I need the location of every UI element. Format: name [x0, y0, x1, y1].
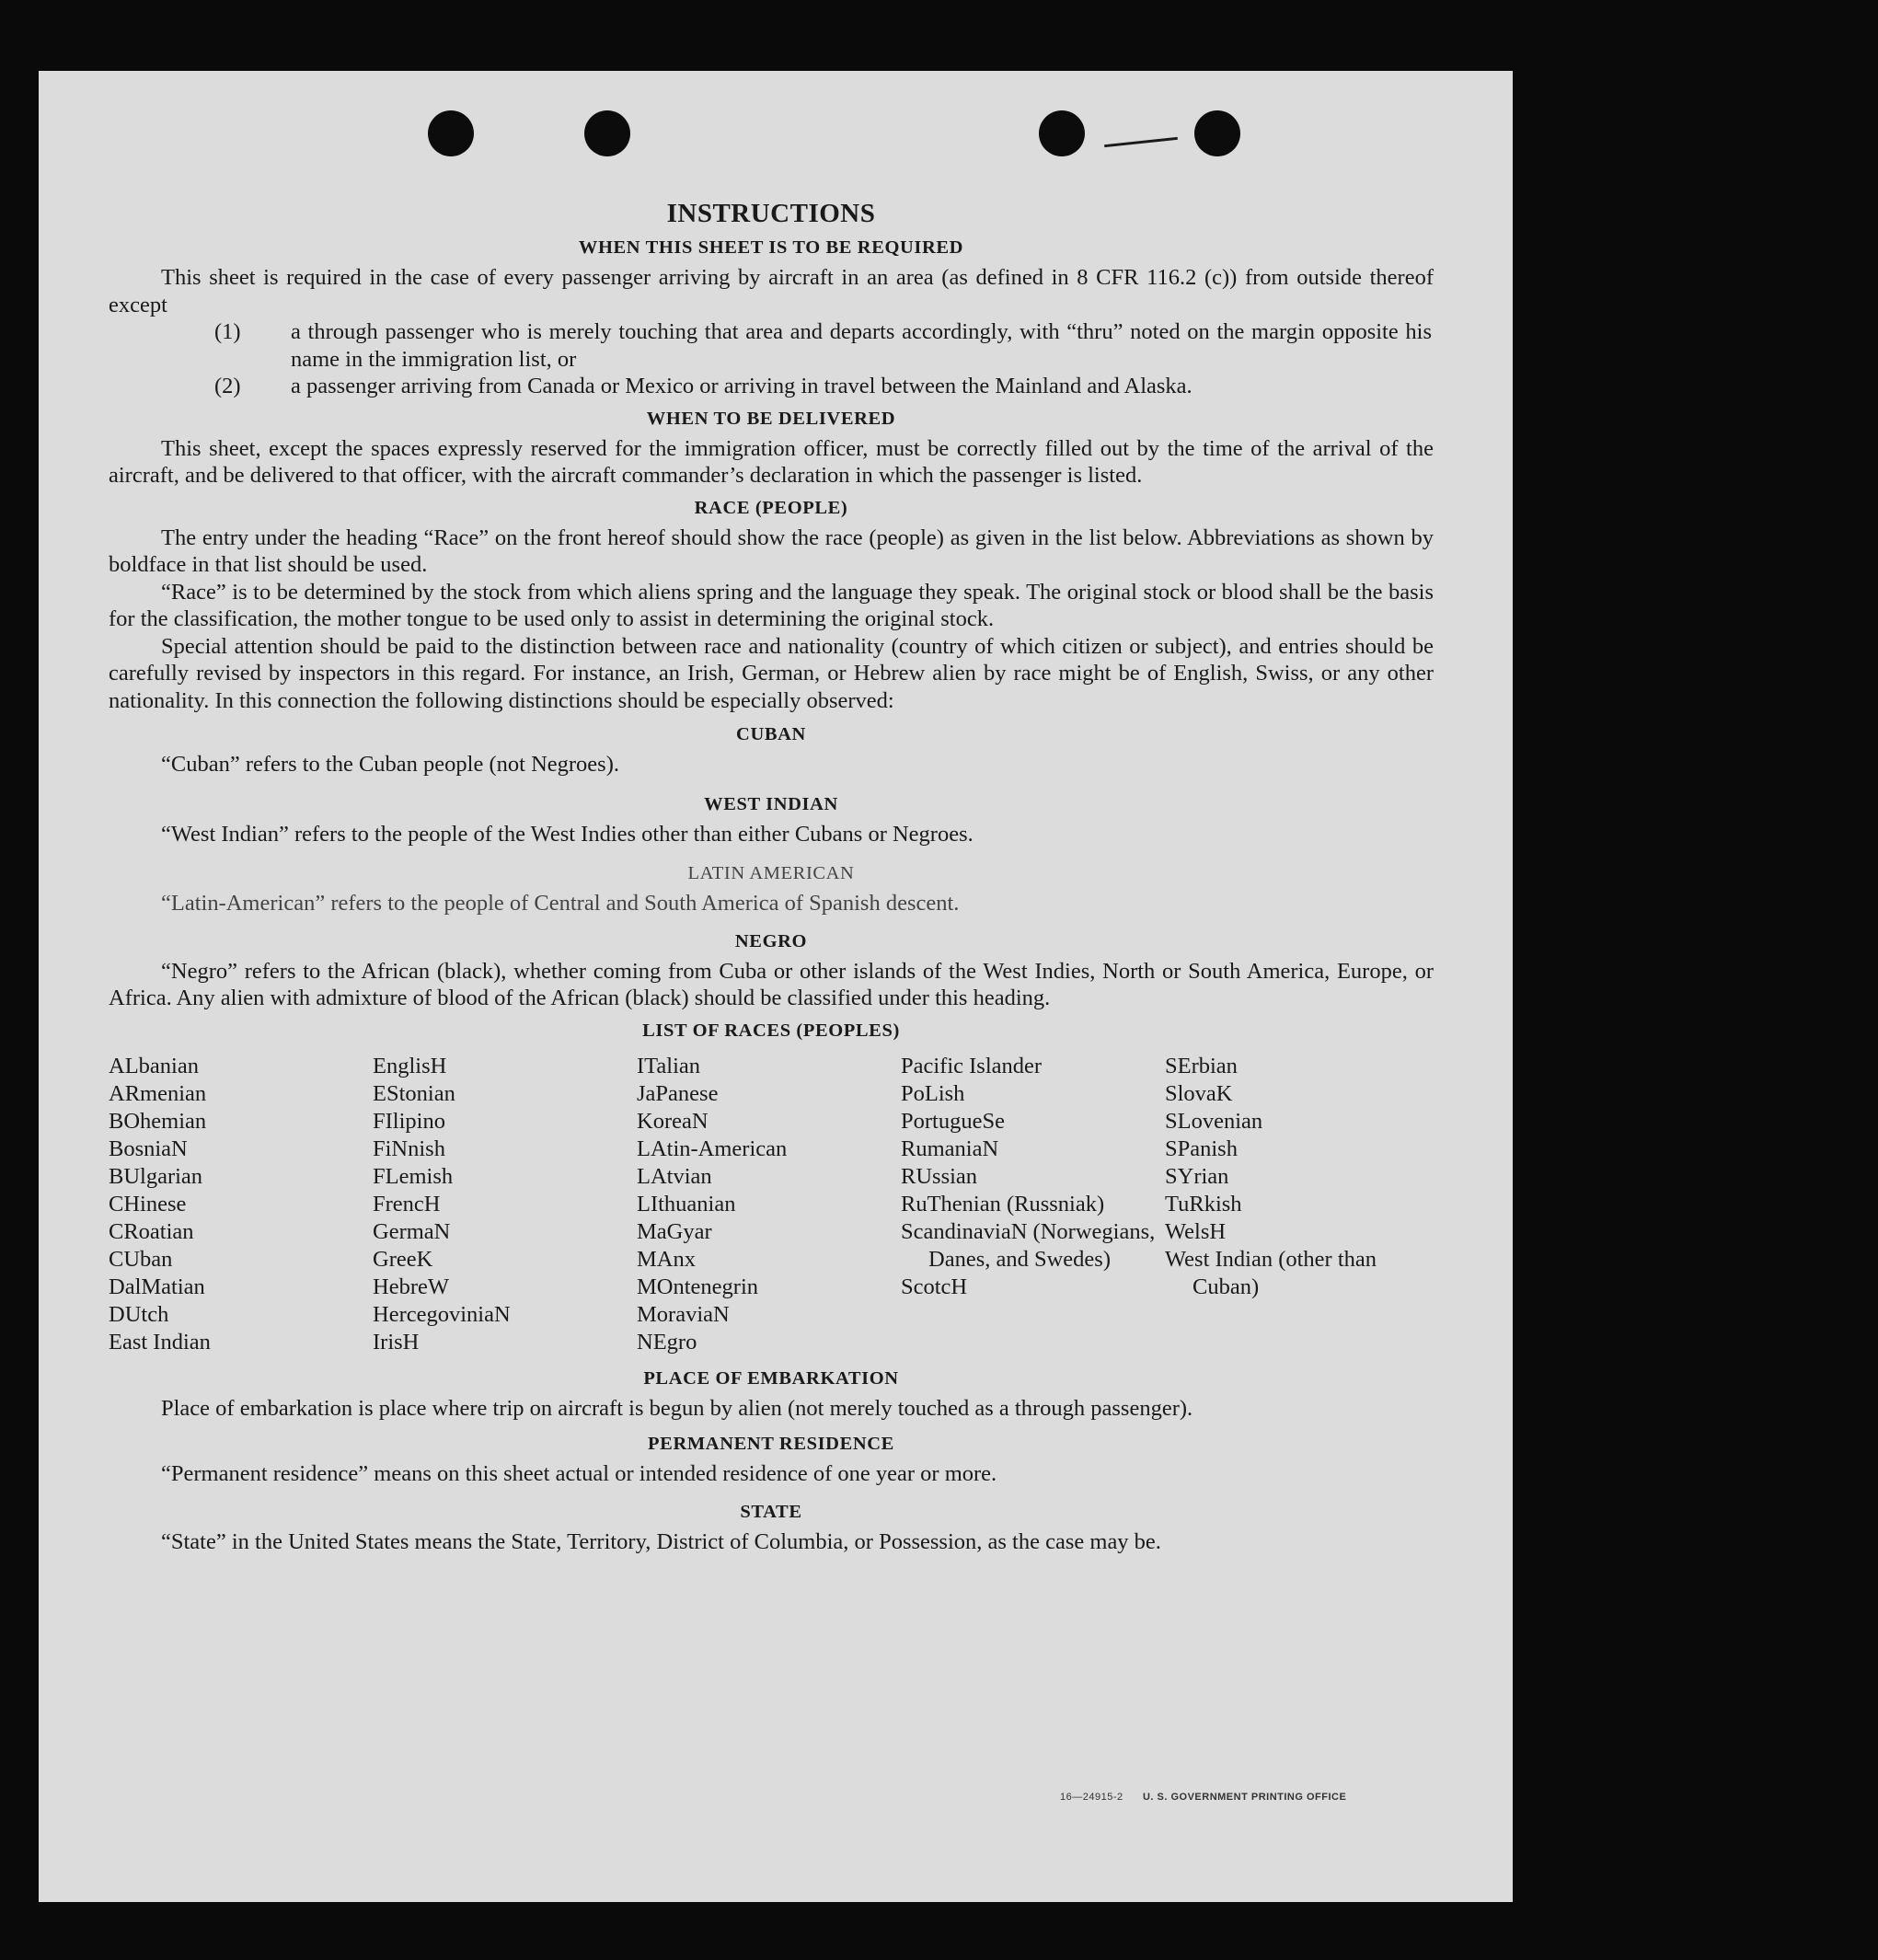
race-list-item: MOntenegrin [637, 1274, 758, 1299]
race-list-item: MaGyar [637, 1218, 712, 1244]
race-list-column [373, 1053, 637, 1356]
race-paragraph: The entry under the heading “Race” on the front hereof should show the race (people) as given in the list below. Abbreviations as shown by boldface in that list should be used. [109, 525, 1434, 577]
section-heading-west-indian: WEST INDIAN [704, 793, 838, 814]
race-list-item: FLemish [373, 1163, 454, 1189]
race-list-item: WelsH [1165, 1218, 1227, 1244]
race-list-item: PoLish [901, 1080, 965, 1106]
race-list-item: RuThenian (Russniak) [901, 1191, 1105, 1216]
punch-hole [1194, 110, 1240, 156]
race-list-item: HebreW [373, 1274, 449, 1299]
race-list-item: FIlipino [373, 1108, 445, 1134]
section-heading-list: LIST OF RACES (PEOPLES) [642, 1020, 900, 1041]
race-list-item: ITalian [637, 1053, 701, 1078]
race-list-item: SYrian [1165, 1163, 1229, 1189]
race-list-item: SlovaK [1165, 1080, 1233, 1106]
race-list-item: NEgro [637, 1329, 697, 1355]
race-list-item: HercegoviniaN [373, 1301, 511, 1327]
punch-hole [1039, 110, 1085, 156]
print-footer [1060, 1792, 1346, 1803]
race-list-item: EStonian [373, 1080, 455, 1106]
race-list-item: DalMatian [109, 1274, 205, 1299]
printer-credit: U. S. GOVERNMENT PRINTING OFFICE [1142, 1792, 1347, 1803]
race-list-item: RUssian [901, 1163, 978, 1189]
exception-text: a passenger arriving from Canada or Mexico or arriving in travel between the Mainland and Alaska. [291, 374, 1192, 398]
race-paragraph: Special attention should be paid to the distinction between race and nationality (country of which citizen or subject), and entries should be carefully revised by inspectors in this regard. For instance, an Irish, German, or Hebrew alien by race might be of English, Swiss, or any other nationality. In this connection the following distinctions should be especially observed: [109, 633, 1434, 713]
race-list-item: SPanish [1165, 1136, 1238, 1161]
race-list-item: BosniaN [109, 1136, 188, 1161]
race-paragraph: “Race” is to be determined by the stock from which aliens spring and the language they speak. The original stock or blood shall be the basis for the classification, the mother tongue to be used only to assist in determining the original stock. [109, 579, 1434, 631]
race-list-column [109, 1053, 373, 1356]
race-list-item: MAnx [637, 1246, 696, 1272]
race-list-item: GermaN [373, 1218, 451, 1244]
embarkation-text: Place of embarkation is place where trip on aircraft is begun by alien (not merely touched as a through passenger). [161, 1395, 1193, 1421]
exception-item: (2) a passenger arriving from Canada or Mexico or arriving in travel between the Mainland and Alaska. [109, 373, 1434, 400]
negro-text: “Negro” refers to the African (black), whether coming from Cuba or other islands of the West Indies, North or South America, Europe, or Africa. Any alien with admixture of blood of the African (black) should be classified under this heading. [109, 958, 1434, 1010]
punch-hole [584, 110, 630, 156]
latin-american-text: “Latin-American” refers to the people of Central and South America of Spanish descent. [161, 891, 960, 916]
race-list-item: East Indian [109, 1329, 211, 1355]
instructions-body [109, 198, 1434, 1555]
race-list-column [1165, 1053, 1429, 1356]
race-list-item: CRoatian [109, 1218, 194, 1244]
race-list-item: JaPanese [637, 1080, 719, 1106]
race-list-item: ScandinaviaN (Norwegians, Danes, and Swedes) [901, 1218, 1156, 1272]
race-list-item: MoraviaN [637, 1301, 730, 1327]
section-heading-race: RACE (PEOPLE) [694, 497, 848, 518]
race-list-item: PortugueSe [901, 1108, 1005, 1134]
west-indian-text: “West Indian” refers to the people of the West Indies other than either Cubans or Negroes. [161, 821, 974, 847]
race-list-item: CHinese [109, 1191, 187, 1216]
race-list-item: West Indian (other than Cuban) [1165, 1246, 1377, 1299]
document-sheet [39, 71, 1513, 1902]
race-list-item: SLovenian [1165, 1108, 1263, 1134]
race-list-column [901, 1053, 1165, 1356]
section-heading-state: STATE [740, 1501, 802, 1522]
race-list-item: BOhemian [109, 1108, 207, 1134]
required-intro: This sheet is required in the case of every passenger arriving by aircraft in an area (as defined in 8 CFR 116.2 (c)) from outside thereof except [109, 265, 1434, 317]
race-list-item: IrisH [373, 1329, 420, 1355]
form-number: 16—24915-2 [1060, 1792, 1123, 1803]
delivered-text: This sheet, except the spaces expressly reserved for the immigration officer, must be correctly filled out by the time of the arrival of the aircraft, and be delivered to that officer, with the aircraft commander’s declaration in which the passenger is listed. [109, 435, 1434, 488]
residence-text: “Permanent residence” means on this sheet actual or intended residence of one year or more. [161, 1461, 997, 1486]
section-heading-required: WHEN THIS SHEET IS TO BE REQUIRED [578, 237, 964, 258]
race-list-item: ARmenian [109, 1080, 207, 1106]
pen-mark [1104, 137, 1178, 147]
race-list-item: TuRkish [1165, 1191, 1242, 1216]
punch-hole [428, 110, 474, 156]
race-list-item: RumaniaN [901, 1136, 999, 1161]
exception-text: a through passenger who is merely touching that area and departs accordingly, with “thru” noted on the margin opposite his name in the immigration list, or [291, 319, 1432, 372]
page-title: INSTRUCTIONS [666, 199, 876, 228]
race-list-item: EnglisH [373, 1053, 447, 1078]
race-list-item: BUlgarian [109, 1163, 203, 1189]
race-list-item: SErbian [1165, 1053, 1238, 1078]
section-heading-residence: PERMANENT RESIDENCE [648, 1434, 894, 1454]
race-list [109, 1053, 1434, 1356]
race-list-item: ScotcH [901, 1274, 968, 1299]
race-list-item: CUban [109, 1246, 173, 1272]
cuban-text: “Cuban” refers to the Cuban people (not Negroes). [161, 752, 619, 777]
race-list-column [637, 1053, 901, 1356]
race-list-item: FrencH [373, 1191, 441, 1216]
race-list-item: DUtch [109, 1301, 169, 1327]
race-list-item: LAtin-American [637, 1136, 788, 1161]
race-list-item: KoreaN [637, 1108, 709, 1134]
state-text: “State” in the United States means the State, Territory, District of Columbia, or Possession, as the case may be. [161, 1528, 1161, 1554]
section-heading-cuban: CUBAN [736, 724, 806, 744]
race-list-item: LIthuanian [637, 1191, 736, 1216]
race-list-item: FiNnish [373, 1136, 445, 1161]
race-list-item: ALbanian [109, 1053, 199, 1078]
section-heading-delivered: WHEN TO BE DELIVERED [646, 408, 896, 429]
race-list-item: GreeK [373, 1246, 433, 1272]
race-list-item: Pacific Islander [901, 1053, 1043, 1078]
race-list-item: LAtvian [637, 1163, 712, 1189]
section-heading-embarkation: PLACE OF EMBARKATION [643, 1367, 899, 1389]
section-heading-negro: NEGRO [734, 930, 808, 951]
section-heading-latin-american: LATIN AMERICAN [687, 863, 855, 883]
exception-item: (1) a through passenger who is merely touching that area and departs accordingly, with “thru” noted on the margin opposite his name in the immigration list, or [214, 319, 1432, 372]
